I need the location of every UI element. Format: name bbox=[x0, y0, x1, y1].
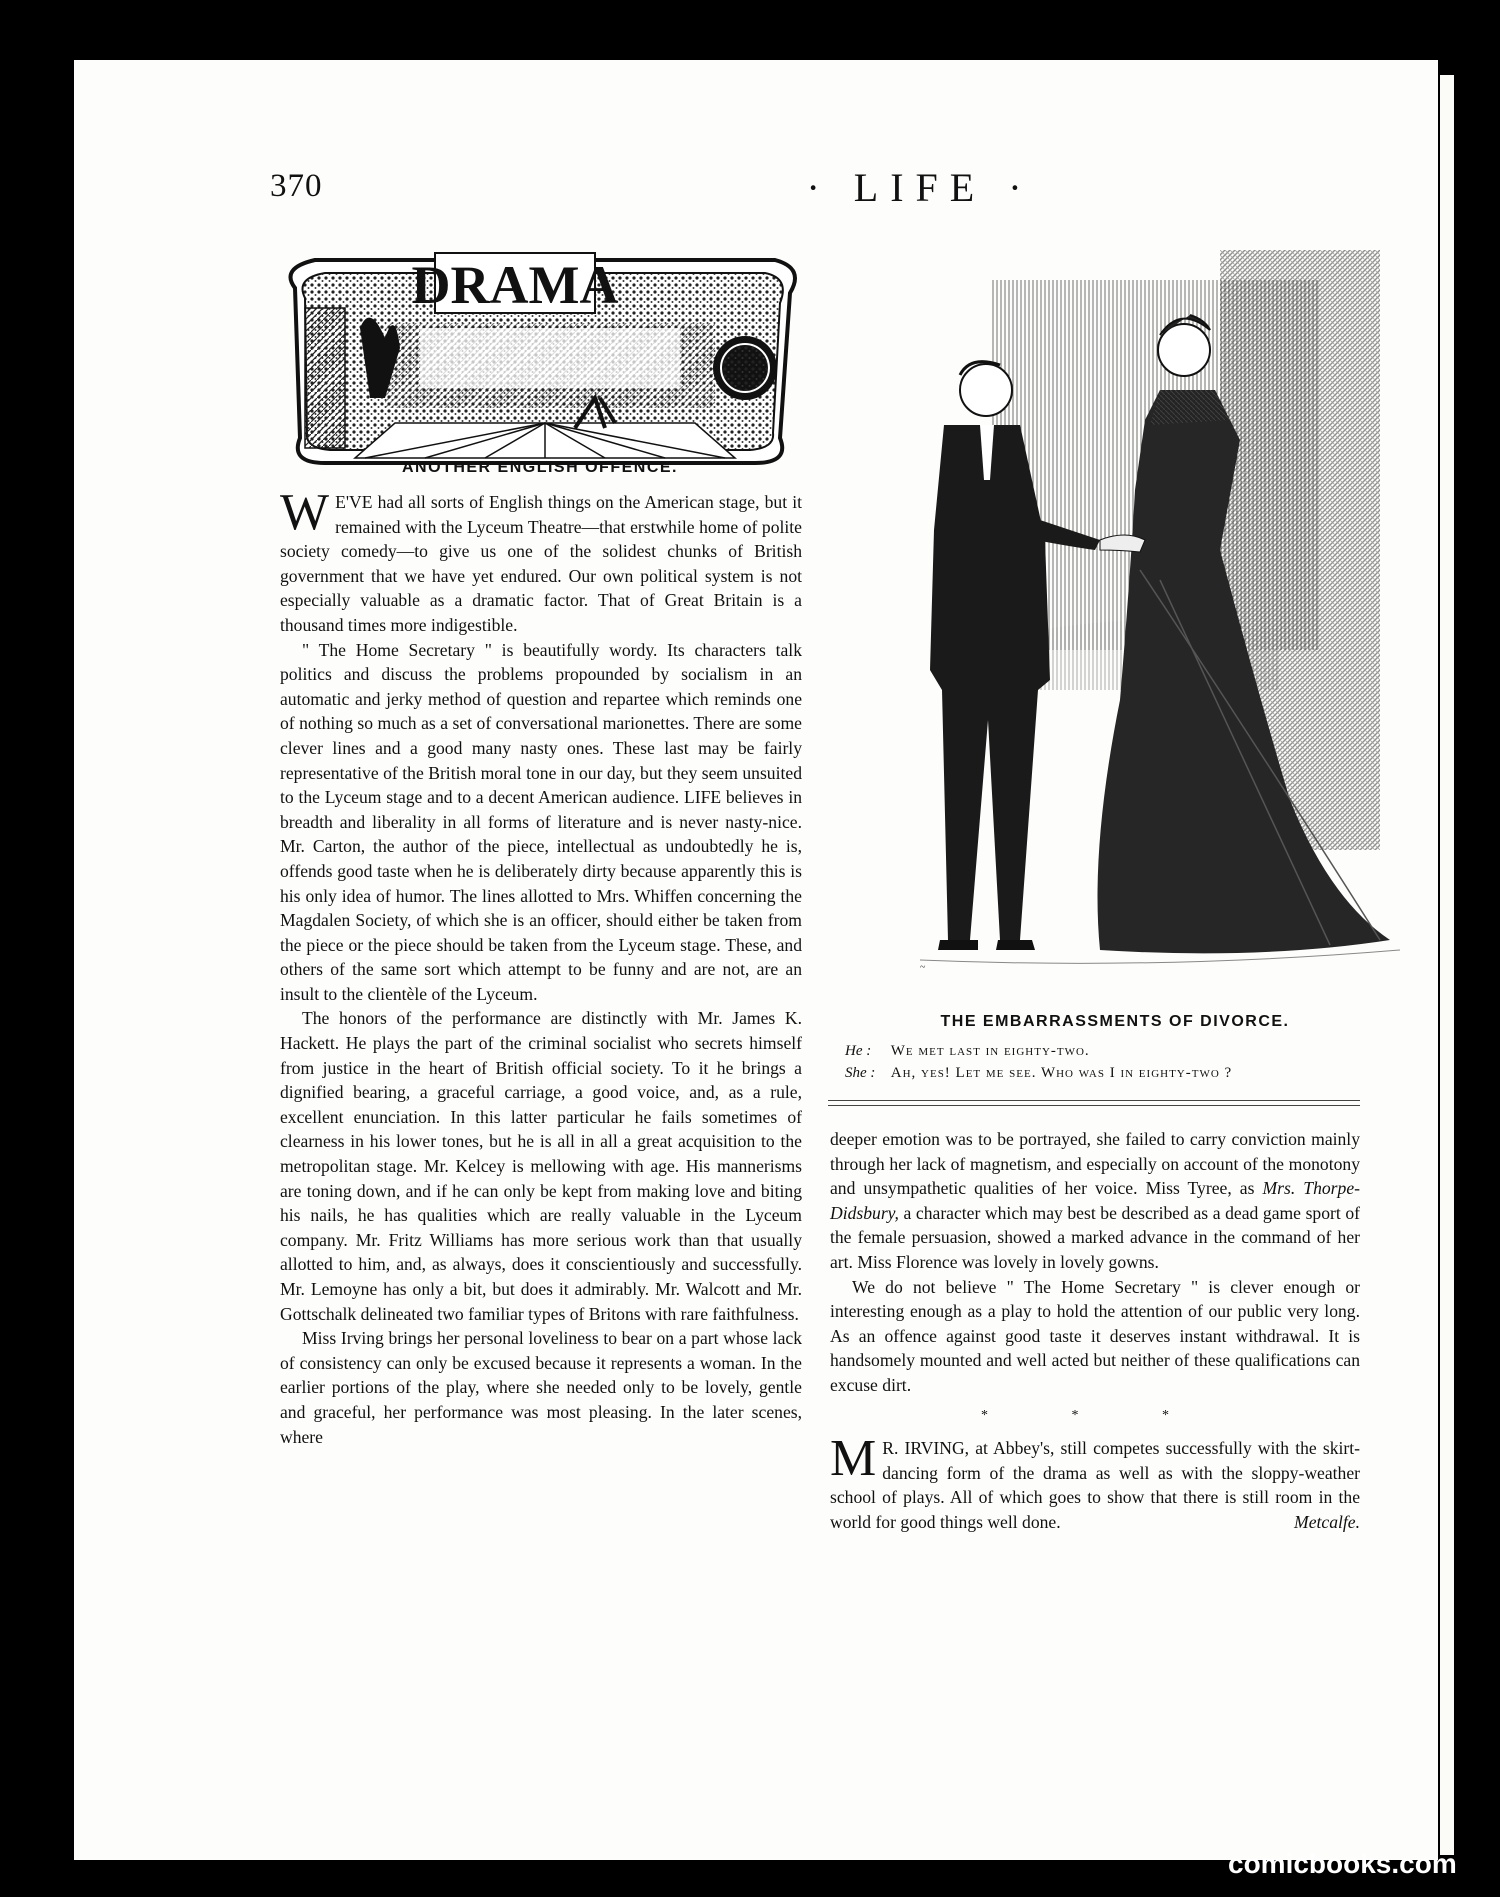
role-name: Mrs. Thorpe-Didsbury, bbox=[830, 1178, 1360, 1223]
article-column-left bbox=[280, 484, 802, 1449]
paragraph-2: " The Home Secretary " is beautifully wordy. Its characters talk politics and discuss the problems propounded by socialism in an automatic and jerky method of question and repartee which reminds one of nothing so much as a set of conversational marionettes. There are some clever lines and a good many nasty ones. These last may be fairly representative of the British moral tone in our day, but they seem unsuited to the Lyceum stage and to a decent American audience. LIFE believes in breadth and liberality in all forms of literature and is never nasty-nice. Mr. Carton, the author of the piece, intellectual as undoubtedly he is, offends good taste when he is deliberately dirty because apparently this is his only idea of humor. The lines allotted to Mrs. Whiffen concerning the Magdalen Society, of which she is an officer, should either be taken from the piece or the piece should be taken from the Lyceum stage. These, and others of the same sort which attempt to be funny and are not, are an insult to the clientèle of the Lyceum. bbox=[280, 639, 802, 1004]
paragraph-5 bbox=[830, 1127, 1360, 1275]
divider-rule bbox=[828, 1100, 1360, 1101]
dialog-line-he bbox=[845, 1040, 1365, 1062]
dialog-line-she bbox=[845, 1062, 1365, 1084]
drama-banner bbox=[275, 248, 805, 473]
paragraph-4: Miss Irving brings her personal loveliness to bear on a part whose lack of consistency can only be excused because it represents a woman. In the earlier portions of the play, where she needed only to be lovely, gentle and graceful, her performance was most pleasing. In the later scenes, where bbox=[280, 1328, 802, 1447]
svg-text:~: ~ bbox=[920, 962, 926, 973]
divider-rule bbox=[828, 1105, 1360, 1106]
site-watermark: comicbooks.com bbox=[1228, 1848, 1457, 1879]
cartoon-illustration bbox=[860, 250, 1420, 985]
drop-cap-m: M bbox=[830, 1430, 877, 1488]
paragraph-3: The honors of the performance are distinctly with Mr. James K. Hackett. He plays the part of the criminal socialist who secrets himself from justice in the heart of British official society. To it he brings a dignified bearing, a graceful carriage, a good voice, and, as a rule, excellent enunciation. In this latter particular he fails sometimes of clearness in his lower tones, but he is all in all a great acquisition to the metropolitan stage. Mr. Kelcey is mellowing with age. His mannerisms are toning down, and if he can only be kept from making love and biting his nails, he has qualities which are really valuable in the Lyceum company. Mr. Fritz Williams has more serious work than that usually allotted to him, and, as always, does it conscientiously and successfully. Mr. Lemoyne has only a bit, but does it admirably. Mr. Walcott and Mr. Gottschalk delineated two familiar types of Britons with rare faithfulness. bbox=[280, 1008, 802, 1324]
paragraph-1 bbox=[280, 484, 802, 638]
article-column-right bbox=[830, 1127, 1360, 1535]
author-signature: Metcalfe. bbox=[1294, 1511, 1360, 1532]
facing-page-edge bbox=[1440, 75, 1454, 1855]
banner-label: DRAMA bbox=[411, 255, 619, 315]
speaker-she: She : bbox=[845, 1065, 876, 1081]
drop-cap: W bbox=[280, 484, 330, 541]
paragraph-6: We do not believe " The Home Secretary " is clever enough or interesting enough as a play to hold the attention of our public very long. As an offence against good taste it deserves instant withdrawal. It is handsomely mounted and well acted but neither of these qualifications can excuse dirt. bbox=[830, 1276, 1360, 1395]
section-stars: * * * bbox=[981, 1407, 1209, 1423]
paragraph-1-text: E'VE had all sorts of English things on the American stage, but it remained with the Lyceum Theatre—that erstwhile home of polite society comedy—to give us one of the solidest chunks of British government that we have yet endured. Our own political system is not especially valuable as a dramatic factor. That of Great Britain is a thousand times more indigestible. bbox=[280, 492, 802, 635]
page-number: 370 bbox=[270, 168, 323, 204]
page-header bbox=[270, 165, 1370, 216]
paragraph-5-rest: a character which may best be described as a dead game sport of the female persuasion, showed a marked advance in the command of her art. Miss Florence was lovely in lovely gowns. bbox=[830, 1202, 1360, 1272]
paragraph-7 bbox=[830, 1430, 1360, 1534]
cartoon-dialog bbox=[845, 1040, 1365, 1084]
he-text: We met last in eighty-two. bbox=[890, 1043, 1090, 1059]
paragraph-5-text: deeper emotion was to be portrayed, she failed to carry conviction mainly through her lack of magnetism, and especially on account of the monotony and unsympathetic qualities of her voice. Miss Tyree, as bbox=[830, 1129, 1360, 1199]
cartoon-title: THE EMBARRASSMENTS OF DIVORCE. bbox=[940, 1013, 1290, 1030]
article-title: ANOTHER ENGLISH OFFENCE. bbox=[401, 459, 678, 476]
she-text: Ah, yes! Let me see. Who was I in eighty-two ? bbox=[890, 1065, 1233, 1081]
paragraph-7-text: R. IRVING, at Abbey's, still competes successfully with the skirt-dancing form of the drama as well as with the sloppy-weather school of plays. All of which goes to show that there is still room in the world for good things well done. bbox=[830, 1438, 1360, 1532]
magazine-title: · LIFE · bbox=[806, 165, 1034, 210]
speaker-he: He : bbox=[845, 1043, 872, 1059]
